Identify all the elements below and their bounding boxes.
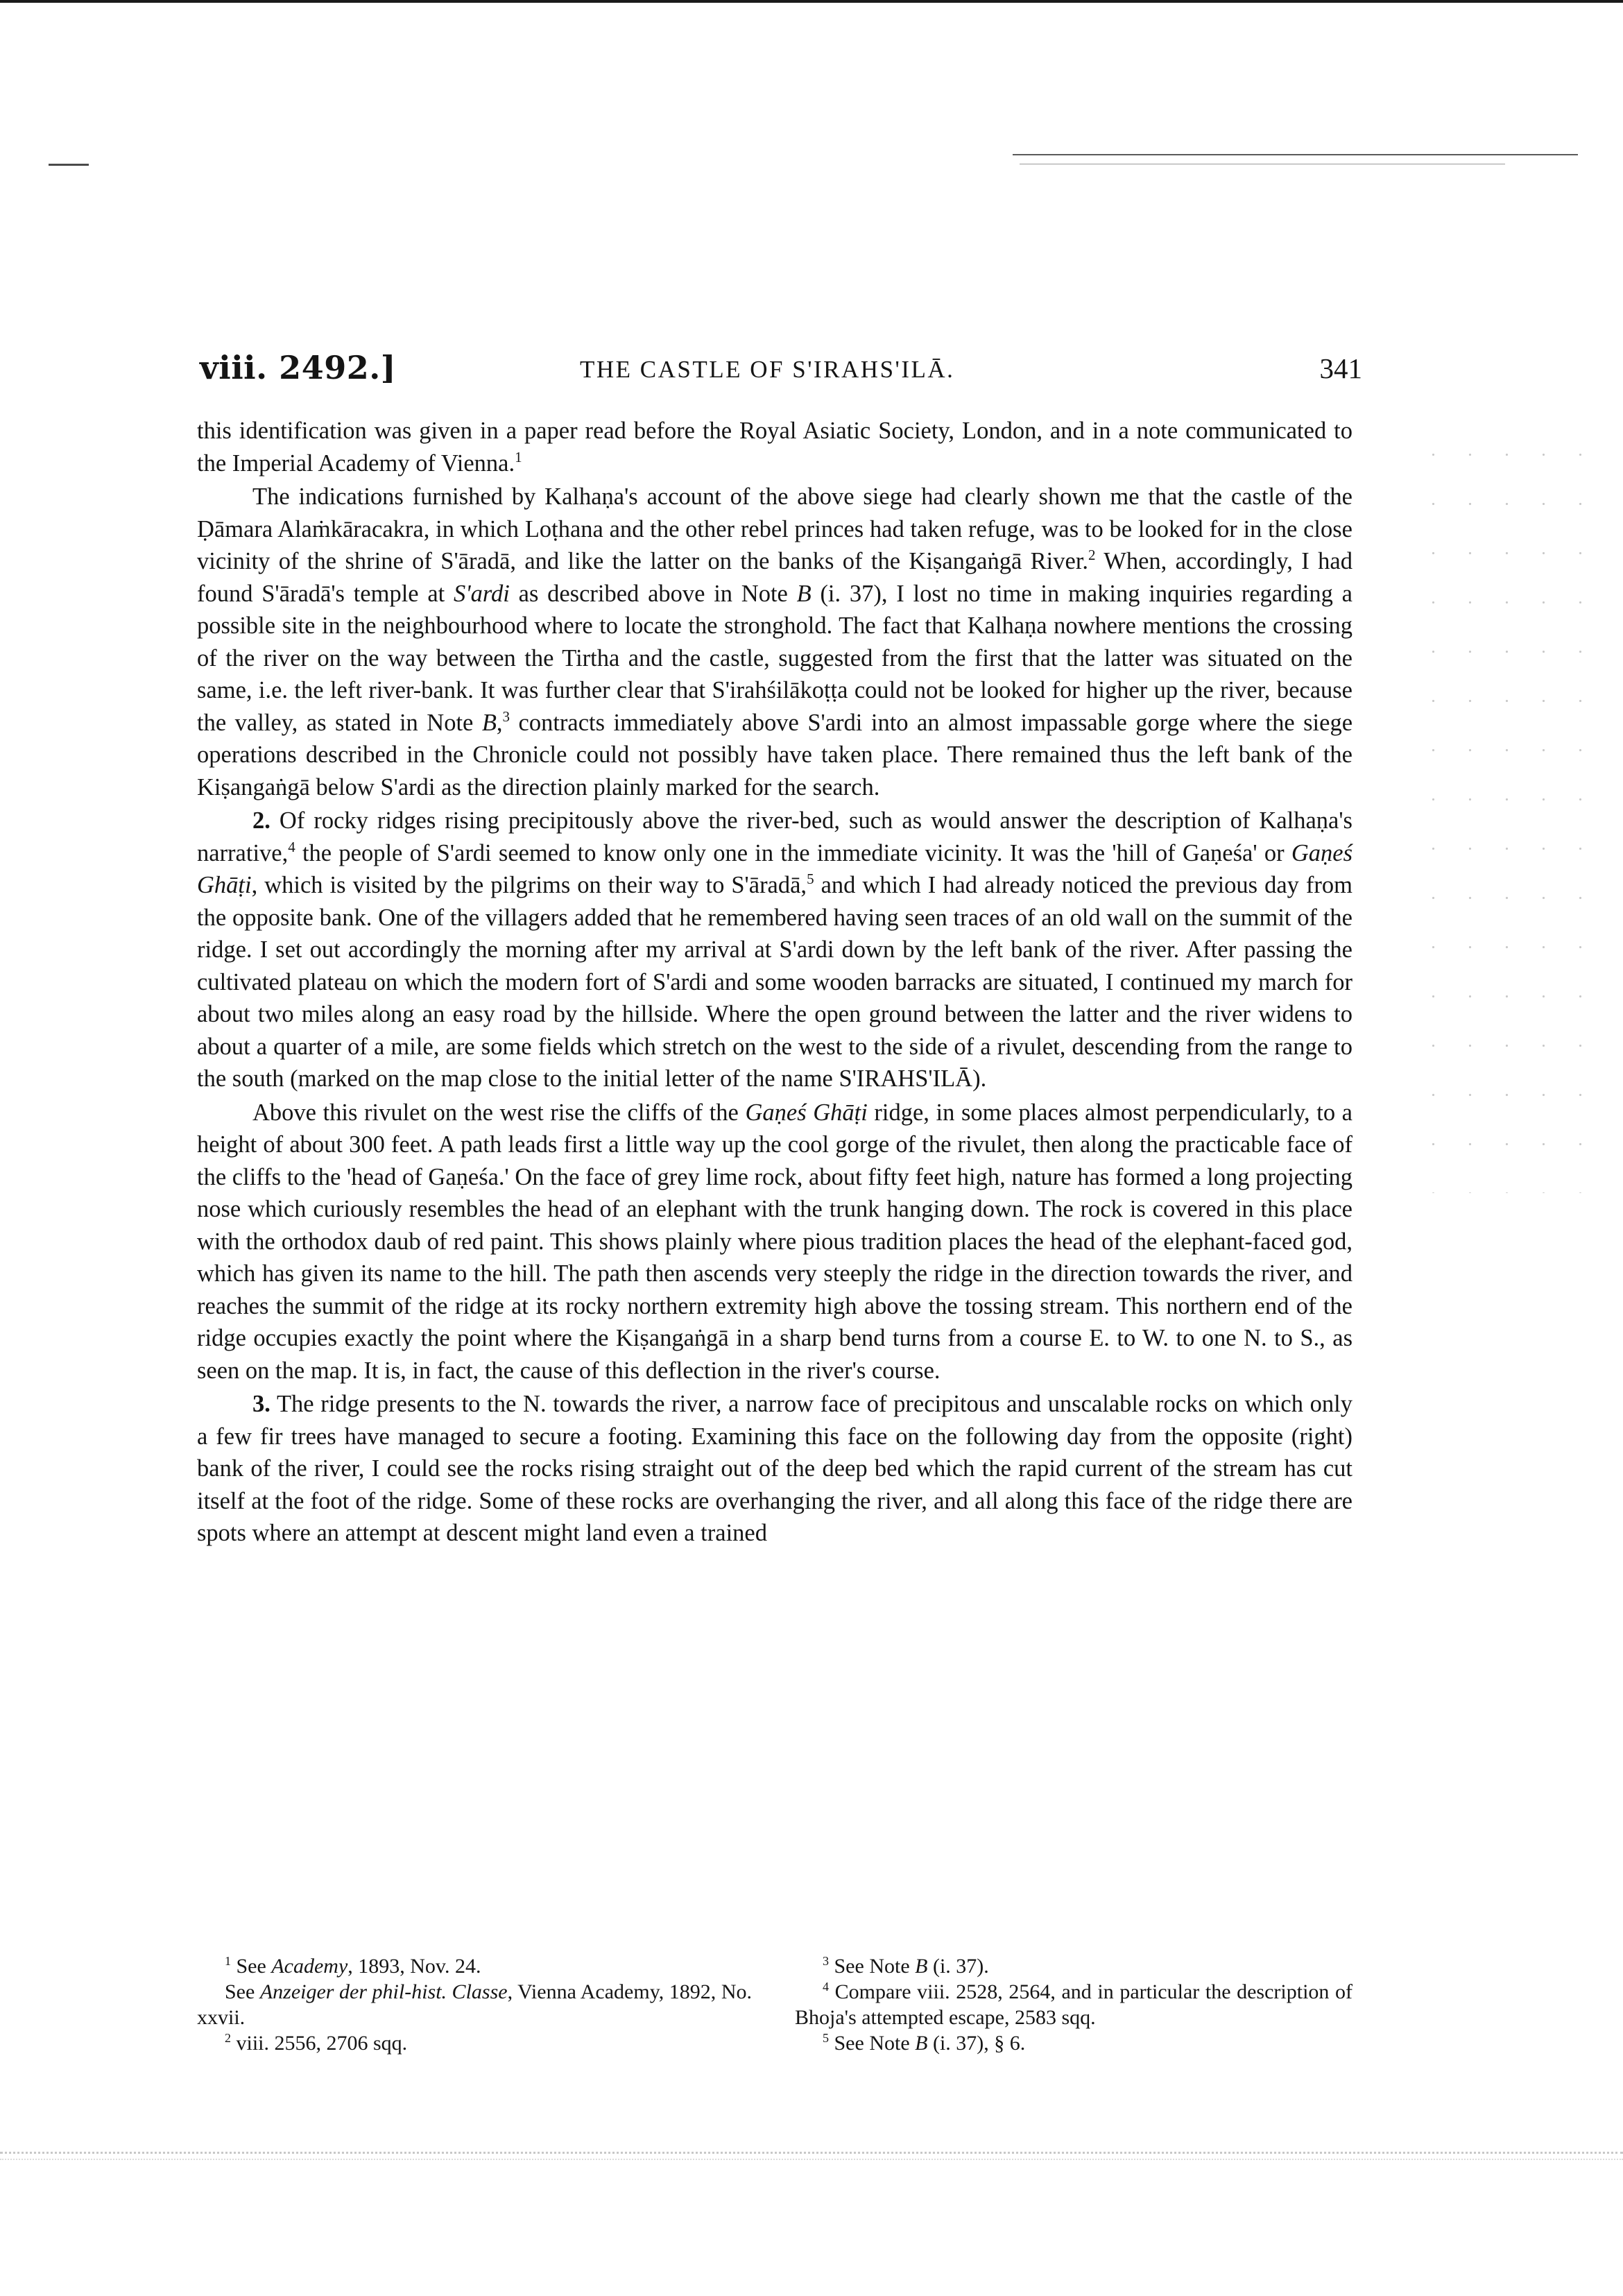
running-head-title: THE CASTLE OF S'IRAHS'ILĀ. bbox=[580, 356, 955, 383]
footnote-ref: 2 bbox=[1088, 547, 1096, 563]
scan-mark bbox=[49, 164, 89, 166]
scan-bottom-dots-faint bbox=[0, 2159, 1623, 2160]
paragraph-3: 3. The ridge presents to the N. towards the river, a narrow face of precipitous and unscalable rocks on which only a few fir trees have managed to secure a footing. Examining this face on the following day from the opposite (right) bank of the river, I could see the rocks rising straight out of the deep bed which the rapid current of the stream has cut itself at the foot of the ridge. Some of these rocks are overhanging the river, and all along this face of the ridge there are spots where an attempt at descent might land even a trained bbox=[197, 1391, 1352, 1546]
footnote-2: $^2$ viii. 2556, 2706 sqq. bbox=[225, 2031, 408, 2055]
footnote-4: $^4$ Compare viii. 2528, 2564, and in particular the description of Bhoja's attempted escape, 2583 sqq. bbox=[795, 1980, 1352, 2029]
footnotes-left-column bbox=[197, 1953, 752, 2056]
footnote-1: $^1$ See Academy, 1893, Nov. 24. bbox=[225, 1954, 481, 1978]
section-number: 2. bbox=[252, 807, 270, 834]
footnote-ref: 5 bbox=[807, 871, 814, 887]
footnote-ref: 4 bbox=[288, 838, 295, 855]
running-head-reference: viii. 2492.] bbox=[200, 349, 396, 386]
footnote-ref: 3 bbox=[502, 708, 510, 725]
footnote-1-continued: See Anzeiger der phil-hist. Classe, Vienna Academy, 1892, No. xxvii. bbox=[197, 1980, 752, 2029]
paragraph: The indications furnished by Kalhaṇa's account of the above siege had clearly shown me that the castle of the Ḍāmara Alaṁkāracakra, in which Loṭhana and the other rebel princes had taken refuge, was to be looked for in the close vicinity of the shrine of S'āradā, and like the latter on the banks of the Kiṣangaṅgā River.$^2$ When, accordingly, I had found S'āradā's temple at S'ardi as described above in Note B (i. 37), I lost no time in making inquiries regarding a possible site in the neighbourhood where to locate the stronghold. The fact that Kalhaṇa nowhere mentions the crossing of the river on the way between the Tirtha and the castle, suggested from the first that the latter was situated on the same, i.e. the left river-bank. It was further clear that S'irahśilākoṭṭa could not be looked for higher up the river, because the valley, as stated in Note B,$^3$ contracts immediately above S'ardi into an almost impassable gorge where the siege operations described in the Chronicle could not possibly have taken place. There remained thus the left bank of the Kiṣangaṅgā below S'ardi as the direction plainly marked for the search. bbox=[197, 483, 1353, 800]
body-text bbox=[197, 415, 1352, 1551]
scan-top-rule bbox=[0, 0, 1623, 3]
section-number: 3. bbox=[252, 1391, 270, 1417]
paragraph-2: 2. Of rocky ridges rising precipitously above the river-bed, such as would answer the description of Kalhaṇa's narrative,$^4$ the people of S'ardi seemed to know only one in the immediate vicinity. It was the 'hill of Gaṇeśa' or Gaṇeś Ghāṭi, which is visited by the pilgrims on their way to S'āradā,$^5$ and which I had already noticed the previous day from the opposite bank. One of the villagers added that he remembered having seen traces of an old wall on the summit of the ridge. I set out accordingly the morning after my arrival at S'ardi down by the left bank of the river. After passing the cultivated plateau on which the modern fort of S'ardi and some wooden barracks are situated, I continued my march for about two miles along an easy road by the hillside. Where the open ground between the latter and the river widens to about a quarter of a mile, are some fields which stretch on the west to the side of a rivulet, descending from the range to the south (marked on the map close to the initial letter of the name S'IRAHS'ILĀ). bbox=[197, 807, 1352, 1092]
paragraph: Above this rivulet on the west rise the cliffs of the Gaṇeś Ghāṭi ridge, in some places almost perpendicularly, to a height of about 300 feet. A path leads first a little way up the cool gorge of the rivulet, then along the practicable face of the cliffs to the 'head of Gaṇeśa.' On the face of grey lime rock, about fifty feet high, nature has formed a long projecting nose which curiously resembles the head of an elephant with the trunk hanging down. The rock is covered in this place with the orthodox daub of red paint. This shows plainly where pious tradition places the head of the elephant-faced god, which has given its name to the hill. The path then ascends very steeply the ridge in the direction towards the river, and reaches the summit of the ridge at its rocky northern extremity high above the tossing stream. This northern end of the ridge occupies exactly the point where the Kiṣangaṅgā in a sharp bend turns from a course E. to W. to one N. to S., as seen on the map. It is, in fact, the cause of this deflection in the river's course. bbox=[197, 1099, 1352, 1384]
paragraph-continuation: this identification was given in a paper read before the Royal Asiatic Society, London, and in a note communicated to the Imperial Academy of Vienna.$^1$ bbox=[197, 418, 1352, 477]
footnotes-right-column bbox=[795, 1953, 1352, 2056]
page-number: 341 bbox=[1319, 352, 1362, 384]
footnote-ref: 1 bbox=[515, 448, 522, 465]
footnote-5: $^5$ See Note B (i. 37), § 6. bbox=[823, 2031, 1026, 2055]
scan-rule bbox=[1013, 154, 1578, 155]
running-header bbox=[200, 349, 1362, 397]
scan-speckle bbox=[1415, 430, 1595, 1193]
scan-bottom-dots bbox=[0, 2152, 1623, 2154]
footnote-3: $^3$ See Note B (i. 37). bbox=[823, 1954, 989, 1978]
